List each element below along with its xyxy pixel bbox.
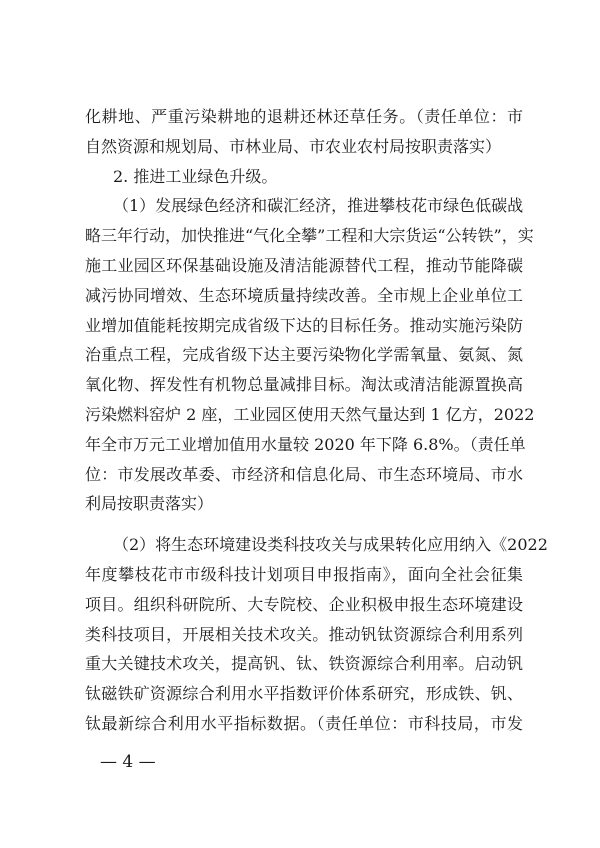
text-line: 年度攀枝花市市级科技计划项目申报指南》，面向全社会征集 <box>85 564 523 584</box>
text-line: 年全市万元工业增加值用水量较 2020 年下降 6.8%。（责任单 <box>85 434 526 454</box>
text-line: （2）将生态环境建设类科技攻关与成果转化应用纳入《2022 <box>113 535 548 555</box>
text-line: 氧化物、挥发性有机物总量减排目标。淘汰或清洁能源置换高 <box>85 375 523 395</box>
text-line: 类科技项目，开展相关技术攻关。推动钒钛资源综合利用系列 <box>85 624 523 644</box>
text-line: 施工业园区环保基础设施及清洁能源替代工程，推动节能降碳 <box>85 255 523 275</box>
section-heading <box>85 162 523 192</box>
text-line: 钛最新综合利用水平指标数据。（责任单位：市科技局，市发 <box>85 713 523 733</box>
text-line: （1）发展绿色经济和碳汇经济，推进攀枝花市绿色低碳战 <box>113 196 524 216</box>
paragraph-item-1 <box>85 191 535 519</box>
text-line: 减污协同增效、生态环境质量持续改善。全市规上企业单位工 <box>85 285 523 305</box>
paragraph-continuation <box>85 102 523 162</box>
text-line: 治重点工程，完成省级下达主要污染物化学需氧量、氨氮、氮 <box>85 345 523 365</box>
paragraph-item-2 <box>85 530 548 739</box>
page-number: — 4 — <box>100 752 156 772</box>
text-line: 略三年行动，加快推进“气化全攀”工程和大宗货运“公转铁”，实 <box>85 226 534 246</box>
heading-line: 2. 推进工业绿色升级。 <box>113 166 278 186</box>
text-line: 自然资源和规划局、市林业局、市农业农村局按职责落实） <box>85 136 502 156</box>
text-line: 项目。组织科研院所、大专院校、企业积极申报生态环境建设 <box>85 594 523 614</box>
text-line: 利局按职责落实） <box>85 494 214 514</box>
text-line: 化耕地、严重污染耕地的退耕还林还草任务。（责任单位：市 <box>85 107 523 126</box>
text-line: 钛磁铁矿资源综合利用水平指数评价体系研究，形成铁、钒、 <box>85 684 523 704</box>
text-line: 业增加值能耗按期完成省级下达的目标任务。推动实施污染防 <box>85 315 523 335</box>
text-line: 重大关键技术攻关，提高钒、钛、铁资源综合利用率。启动钒 <box>85 654 523 674</box>
text-line: 污染燃料窑炉 2 座，工业园区使用天然气量达到 1 亿方，2022 <box>85 404 535 424</box>
text-line: 位：市发展改革委、市经济和信息化局、市生态环境局、市水 <box>85 464 523 484</box>
document-body <box>85 102 548 739</box>
